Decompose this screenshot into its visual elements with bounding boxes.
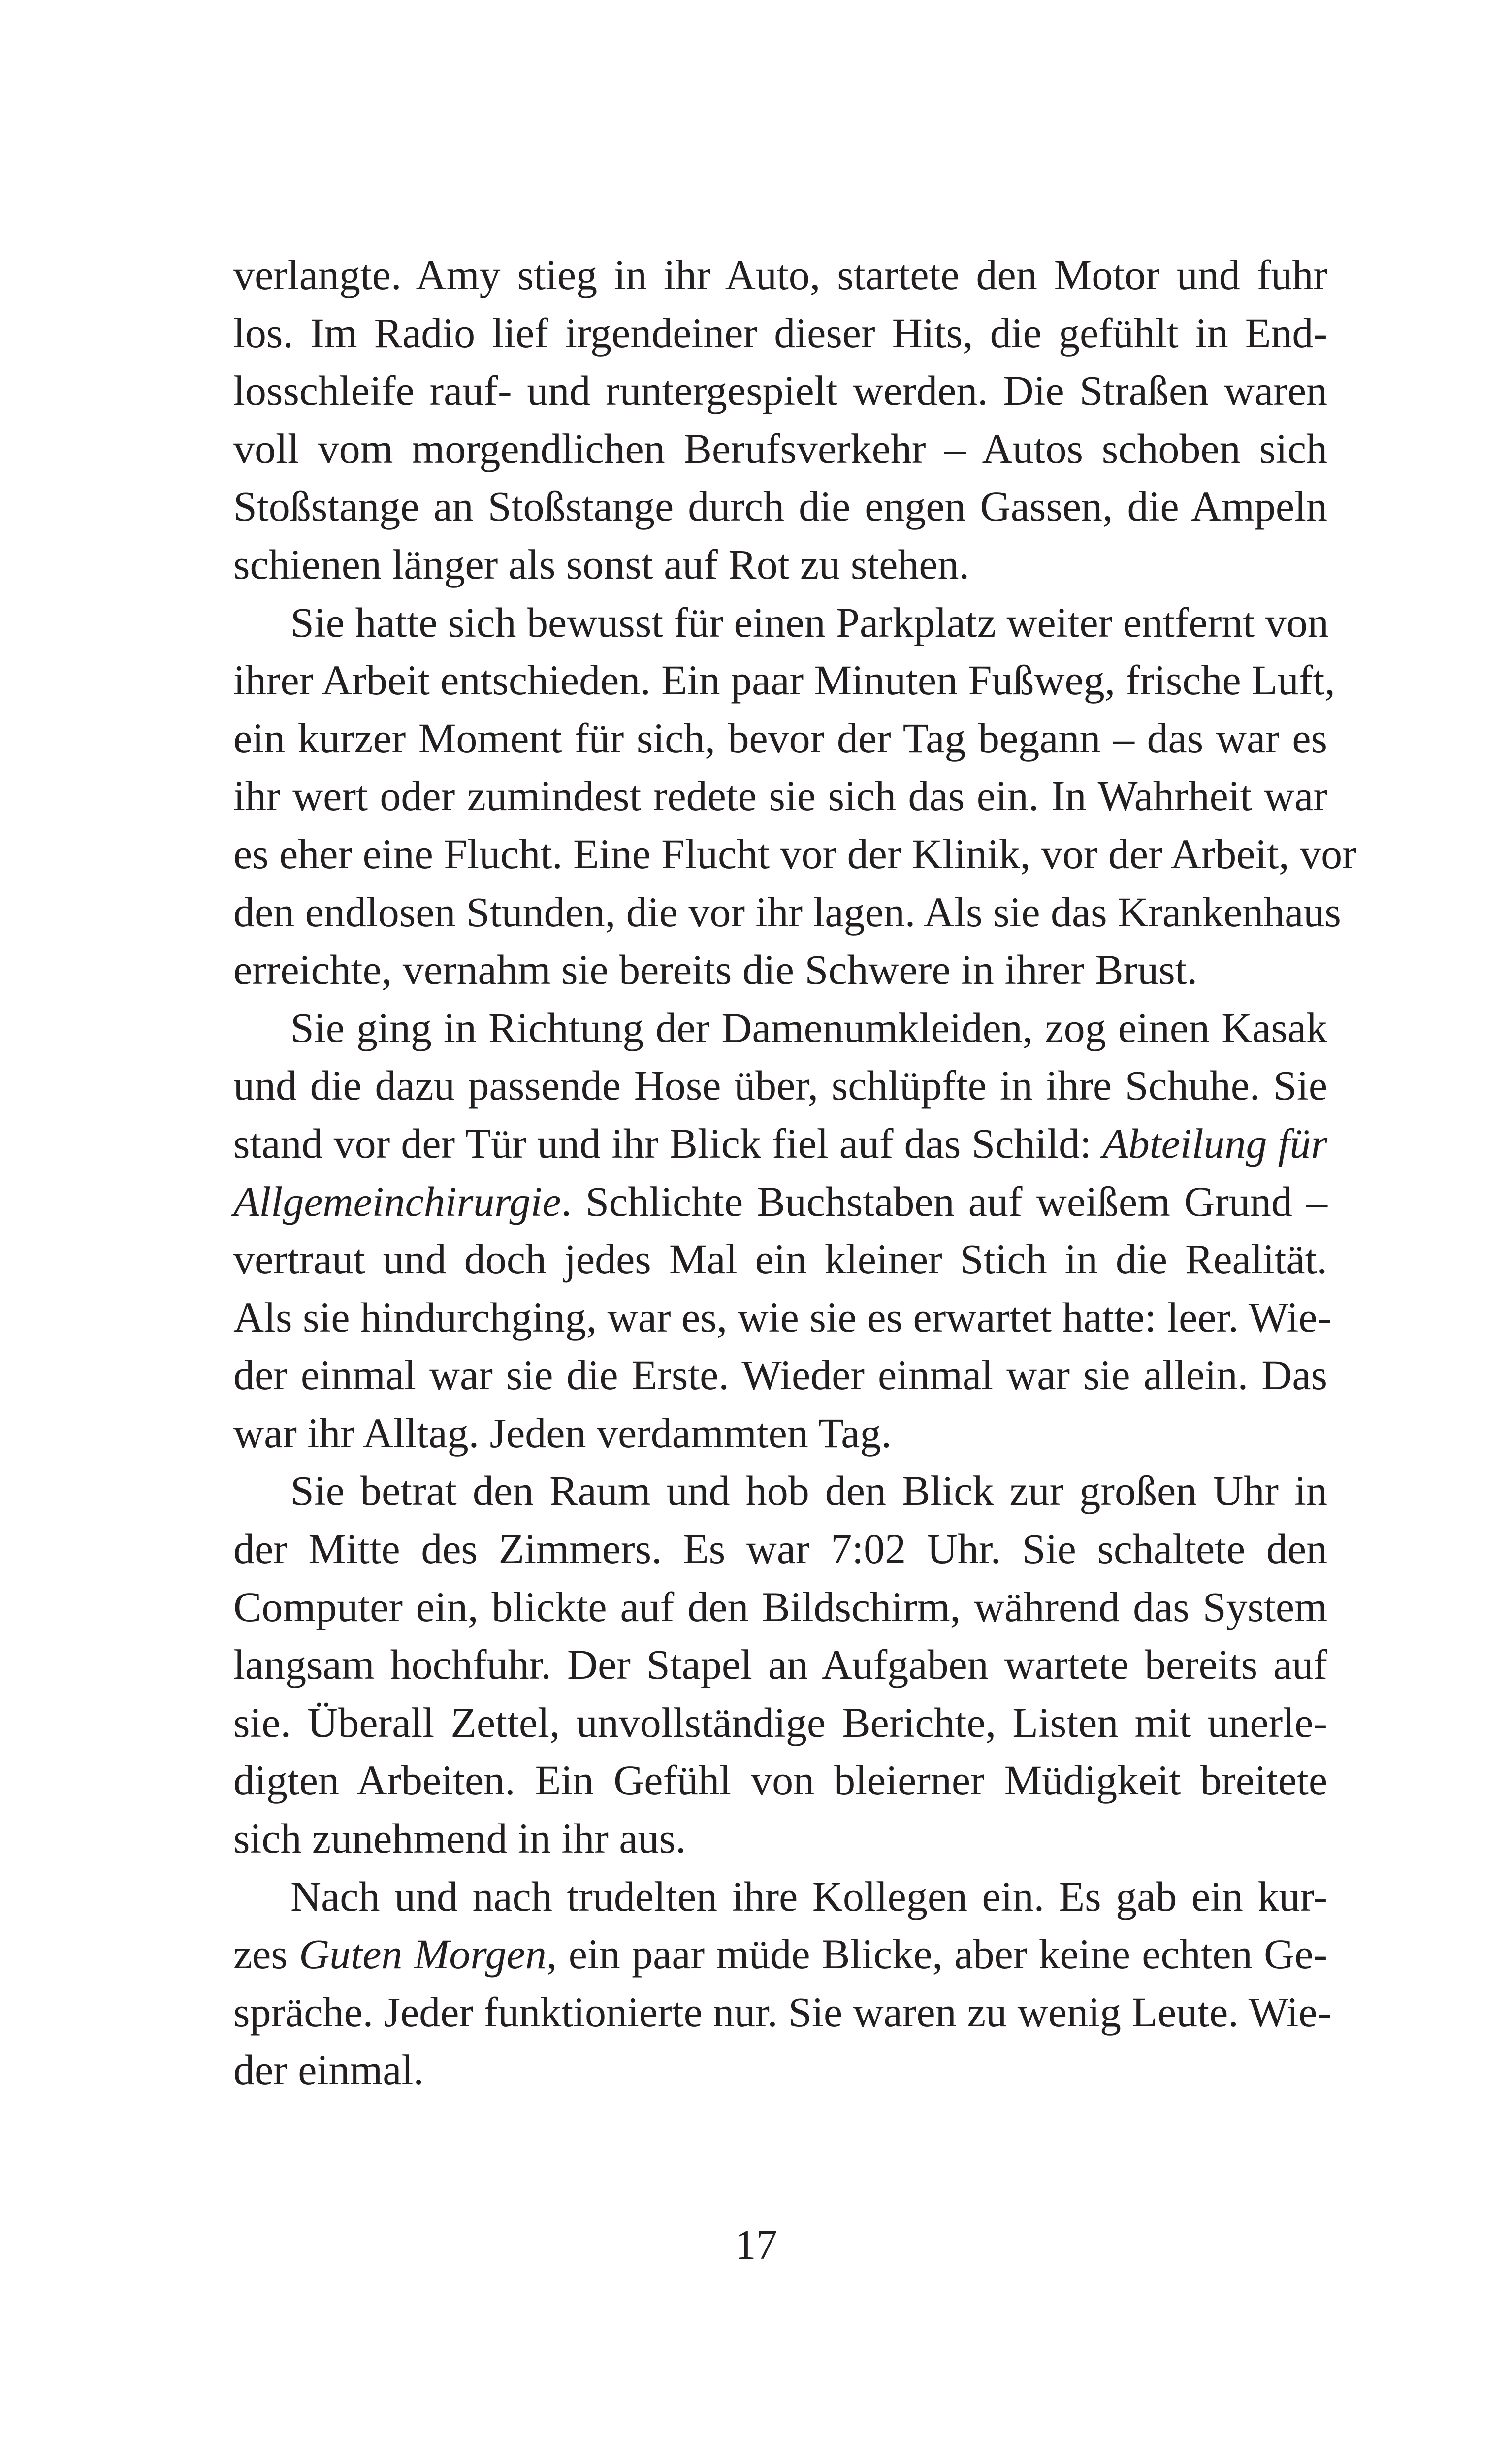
text-line: Sie ging in Richtung der Damenumkleiden, zog einen Kasak: [290, 1004, 1327, 1051]
body-text: [233, 246, 1356, 2099]
text-line: schienen länger als sonst auf Rot zu stehen.: [233, 540, 970, 588]
text-line: Als sie hindurchging, war es, wie sie es erwartet hatte: leer. Wie-: [233, 1293, 1332, 1341]
text-line: Nach und nach trudelten ihre Kollegen ein. Es gab ein kur-: [290, 1872, 1327, 1920]
text-line: sich zunehmend in ihr aus.: [233, 1815, 686, 1862]
text-line: langsam hochfuhr. Der Stapel an Aufgaben wartete bereits auf: [233, 1641, 1327, 1689]
text-line: zes Guten Morgen, ein paar müde Blicke, aber keine echten Ge-: [233, 1930, 1328, 1978]
text-line: ihr wert oder zumindest redete sie sich das ein. In Wahrheit war: [233, 772, 1327, 820]
text-line: digten Arbeiten. Ein Gefühl von bleierner Müdigkeit breitete: [233, 1757, 1327, 1804]
text-line: Sie betrat den Raum und hob den Blick zur großen Uhr in: [290, 1467, 1327, 1515]
text-line: ihrer Arbeit entschieden. Ein paar Minuten Fußweg, frische Luft,: [233, 656, 1335, 704]
text-line: verlangte. Amy stieg in ihr Auto, startete den Motor und fuhr: [233, 251, 1327, 298]
text-line: Sie hatte sich bewusst für einen Parkplatz weiter entfernt von: [290, 598, 1329, 646]
text-line: losschleife rauf- und runtergespielt werden. Die Straßen waren: [233, 367, 1327, 415]
text-line: Computer ein, blickte auf den Bildschirm, während das System: [233, 1583, 1327, 1630]
text-line: war ihr Alltag. Jeden verdammten Tag.: [233, 1409, 892, 1457]
text-line: voll vom morgendlichen Berufsverkehr – Autos schoben sich: [233, 424, 1327, 472]
text-line: der Mitte des Zimmers. Es war 7:02 Uhr. Sie schaltete den: [233, 1525, 1327, 1573]
text-line: erreichte, vernahm sie bereits die Schwere in ihrer Brust.: [233, 946, 1198, 994]
text-line: und die dazu passende Hose über, schlüpfte in ihre Schuhe. Sie: [233, 1062, 1327, 1109]
text-line: los. Im Radio lief irgendeiner dieser Hits, die gefühlt in End-: [233, 309, 1327, 357]
text-line: spräche. Jeder funktionierte nur. Sie waren zu wenig Leute. Wie-: [233, 1988, 1332, 2036]
text-line: es eher eine Flucht. Eine Flucht vor der Klinik, vor der Arbeit, vor: [233, 830, 1356, 878]
text-line: Stoßstange an Stoßstange durch die engen Gassen, die Ampeln: [233, 483, 1327, 530]
text-line: stand vor der Tür und ihr Blick fiel auf das Schild: Abteilung für: [233, 1119, 1327, 1167]
text-line: den endlosen Stunden, die vor ihr lagen. Als sie das Krankenhaus: [233, 888, 1341, 936]
page-number: 17: [735, 2221, 777, 2268]
text-line: sie. Überall Zettel, unvollständige Berichte, Listen mit unerle-: [233, 1698, 1327, 1746]
text-line: der einmal.: [233, 2046, 424, 2094]
text-line: der einmal war sie die Erste. Wieder einmal war sie allein. Das: [233, 1351, 1327, 1399]
text-line: ein kurzer Moment für sich, bevor der Tag begann – das war es: [233, 714, 1327, 762]
text-line: vertraut und doch jedes Mal ein kleiner Stich in die Realität.: [233, 1236, 1327, 1283]
text-line: Allgemeinchirurgie. Schlichte Buchstaben auf weißem Grund –: [233, 1177, 1327, 1225]
